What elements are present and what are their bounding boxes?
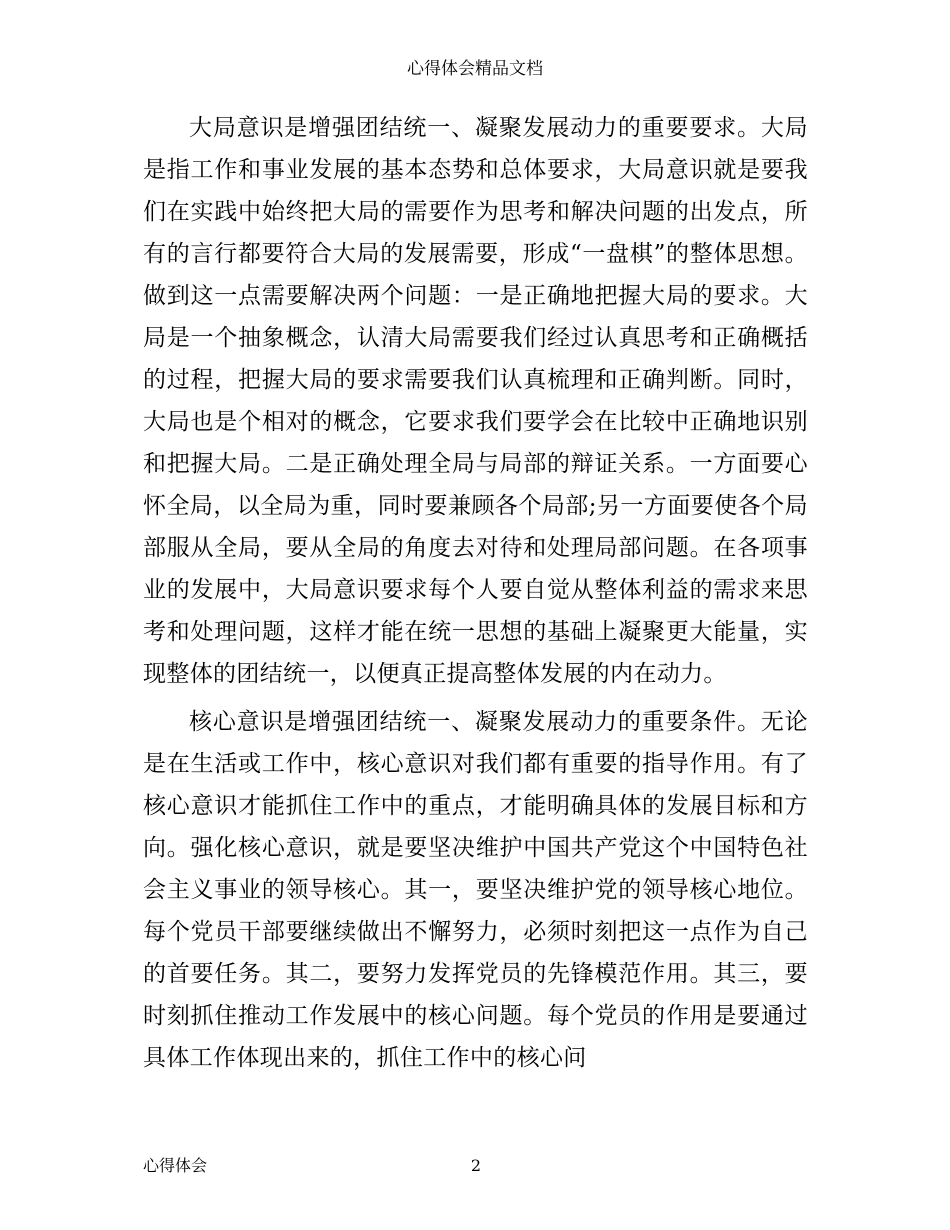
document-body	[143, 107, 808, 1079]
header-title: 心得体会精品文档	[407, 59, 543, 79]
paragraph-big-picture: 大局意识是增强团结统一、凝聚发展动力的重要要求。大局是指工作和事业发展的基本态势和总体要求，大局意识就是要我们在实践中始终把大局的需要作为思考和解决问题的出发点，所有的言行都要符合大局的发展需要，形成“一盘棋”的整体思想。做到这一点需要解决两个问题：一是正确地把握大局的要求。大局是一个抽象概念，认清大局需要我们经过认真思考和正确概括的过程，把握大局的要求需要我们认真梳理和正确判断。同时，大局也是个相对的概念，它要求我们要学会在比较中正确地识别和把握大局。二是正确处理全局与局部的辩证关系。一方面要心怀全局，以全局为重，同时要兼顾各个局部;另一方面要使各个局部服从全局，要从全局的角度去对待和处理局部问题。在各项事业的发展中，大局意识要求每个人要自觉从整体利益的需求来思考和处理问题，这样才能在统一思想的基础上凝聚更大能量，实现整体的团结统一，以便真正提高整体发展的内在动力。	[143, 115, 808, 687]
page-header	[0, 59, 950, 79]
footer-label: 心得体会	[143, 1156, 208, 1175]
page-number: 2	[470, 1156, 482, 1175]
paragraph-core-awareness: 核心意识是增强团结统一、凝聚发展动力的重要条件。无论是在生活或工作中，核心意识对我们都有重要的指导作用。有了核心意识才能抓住工作中的重点，才能明确具体的发展目标和方向。强化核心意识，就是要坚决维护中国共产党这个中国特色社会主义事业的领导核心。其一，要坚决维护党的领导核心地位。每个党员干部要继续做出不懈努力，必须时刻把这一点作为自己的首要任务。其二，要努力发挥党员的先锋模范作用。其三，要时刻抓住推动工作发展中的核心问题。每个党员的作用是要通过具体工作体现出来的，抓住工作中的核心问	[143, 709, 808, 1071]
